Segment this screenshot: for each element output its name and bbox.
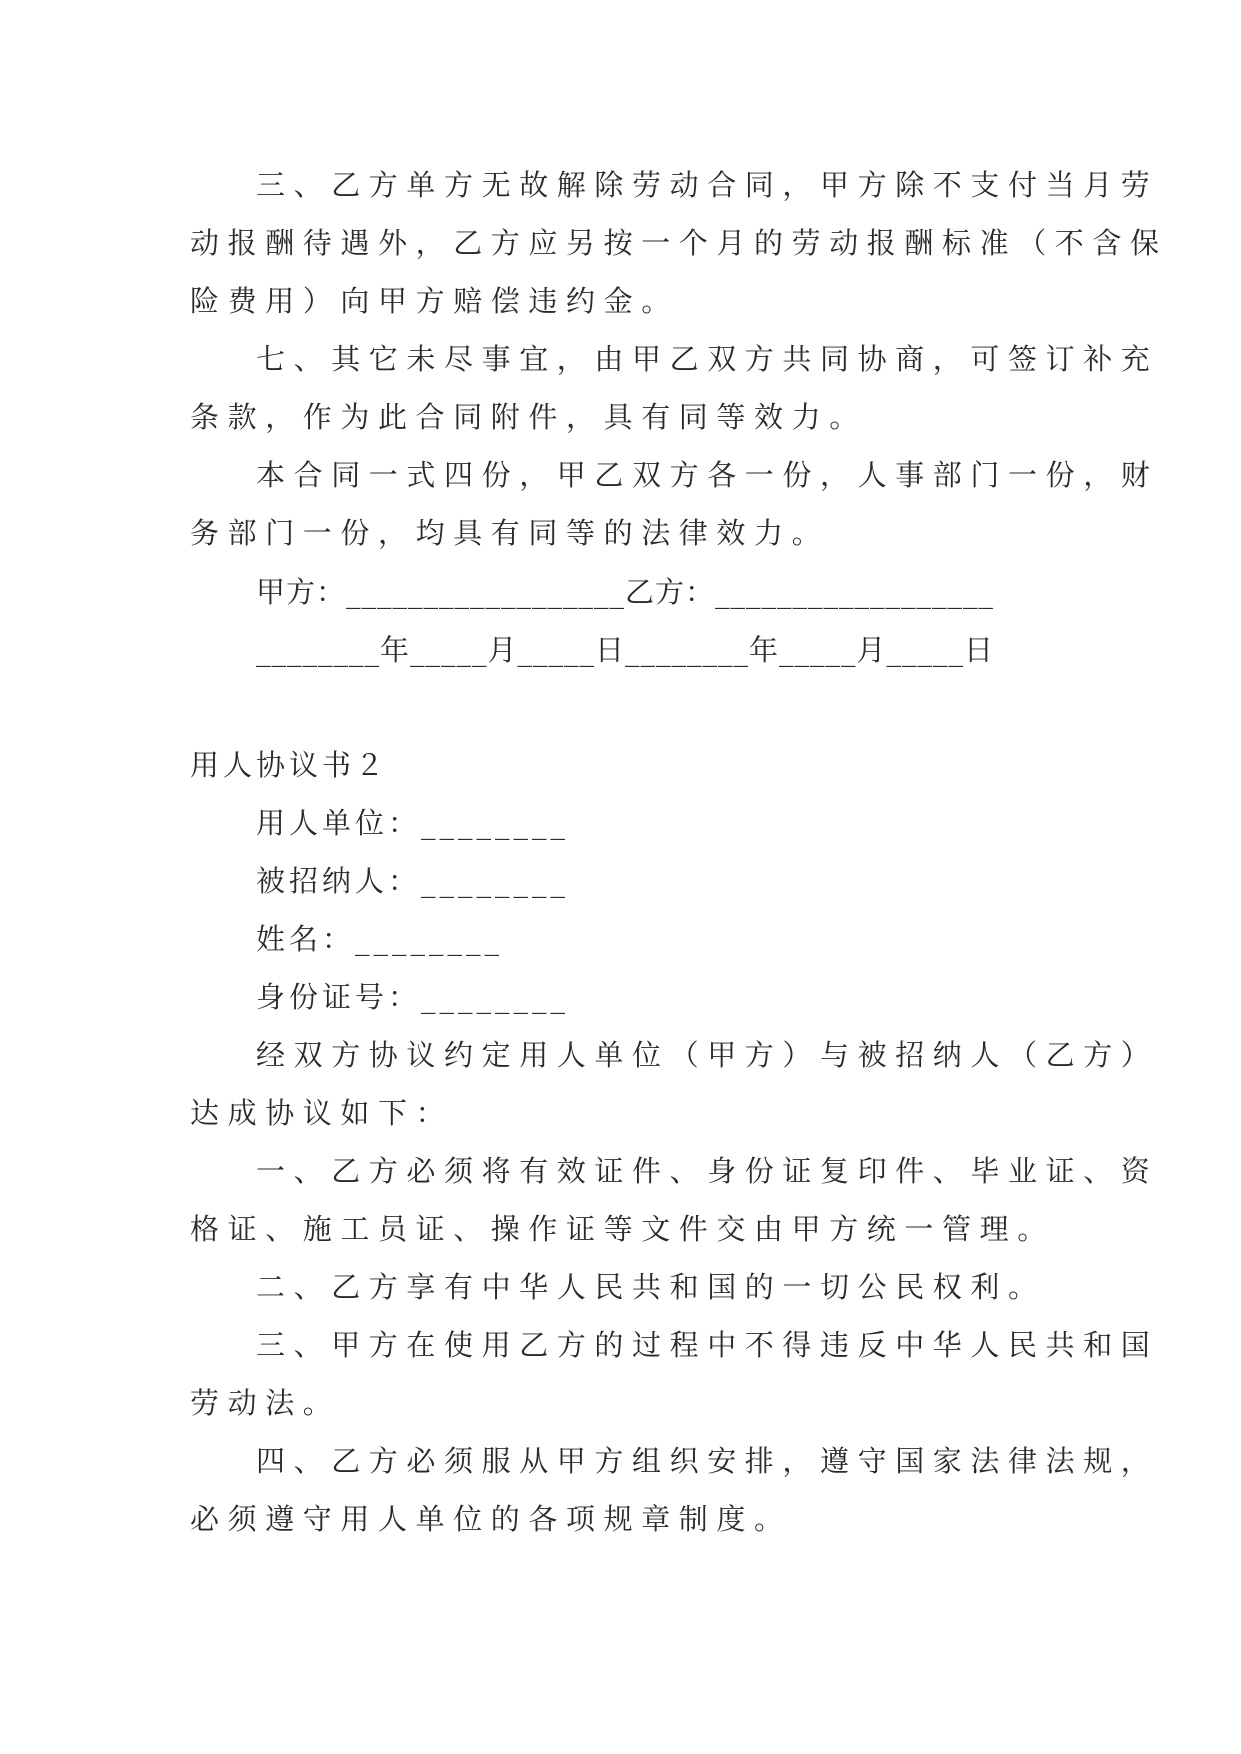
clause-7-line-1: 七、其它未尽事宜，由甲乙双方共同协商，可签订补充 [256,342,1159,376]
id-number-field: 身份证号：________ [256,980,570,1014]
intro-line-2: 达成协议如下： [190,1096,454,1130]
signature-line: 甲方：__________________乙方：__________________ [256,575,995,609]
item-1-line-2: 格证、施工员证、操作证等文件交由甲方统一管理。 [190,1212,1055,1246]
copies-line-1: 本合同一式四份，甲乙双方各一份，人事部门一份，财 [256,458,1159,492]
date-line: ________年_____月_____日________年_____月_____日 [256,633,995,667]
item-2-line-1: 二、乙方享有中华人民共和国的一切公民权利。 [256,1270,1046,1304]
item-4-line-1: 四、乙方必须服从甲方组织安排，遵守国家法律法规， [256,1444,1159,1478]
agreement-title: 用人协议书２ [190,748,389,782]
intro-line-1: 经双方协议约定用人单位（甲方）与被招纳人（乙方） [256,1038,1159,1072]
employee-field: 被招纳人：________ [256,864,570,898]
clause-3-line-3: 险费用）向甲方赔偿违约金。 [190,284,679,318]
item-3-line-2: 劳动法。 [190,1386,341,1420]
copies-line-2: 务部门一份，均具有同等的法律效力。 [190,516,830,550]
clause-7-line-2: 条款，作为此合同附件，具有同等效力。 [190,400,867,434]
item-4-line-2: 必须遵守用人单位的各项规章制度。 [190,1502,792,1536]
name-field: 姓名：________ [256,922,504,956]
clause-3-line-1: 三、乙方单方无故解除劳动合同，甲方除不支付当月劳 [256,168,1159,202]
employer-field: 用人单位：________ [256,806,570,840]
clause-3-line-2: 动报酬待遇外，乙方应另按一个月的劳动报酬标准（不含保 [190,226,1168,260]
item-3-line-1: 三、甲方在使用乙方的过程中不得违反中华人民共和国 [256,1328,1159,1362]
item-1-line-1: 一、乙方必须将有效证件、身份证复印件、毕业证、资 [256,1154,1159,1188]
